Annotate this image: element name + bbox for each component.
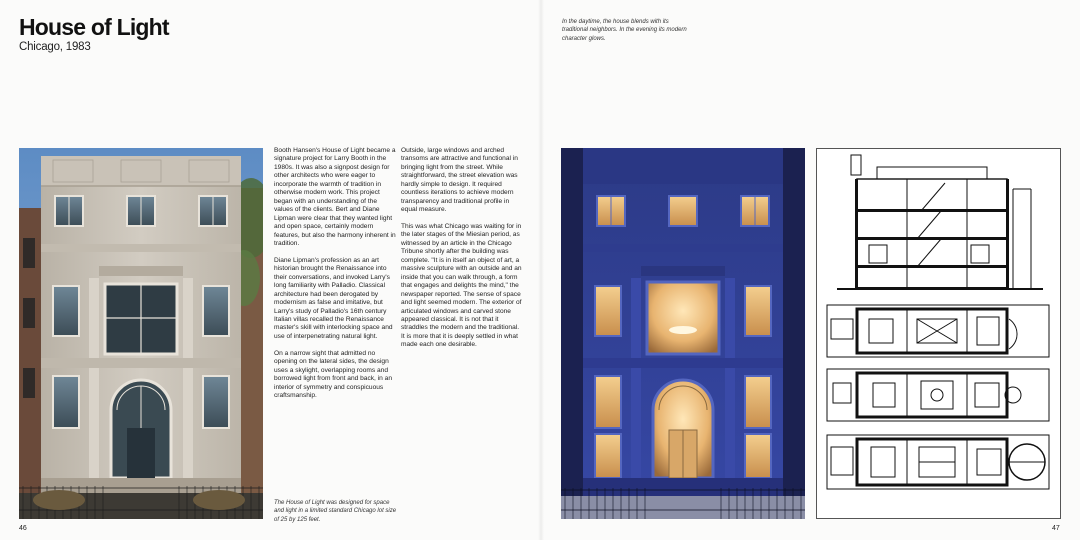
paragraph: Booth Hansen's House of Light became a signature project for Larry Booth in the 1980s. It was also a signpost design for other architects who were eager to incorporate the warmth of tradition in otherwise modern work. This project began with an understanding of the values of the clients. Bert and Diane Lipman were clear that they wanted light and open space, certainly modern features, but also the harmony inherent in tradition.	[274, 147, 396, 247]
caption-bottom: The House of Light was designed for space and light in a limited standard Chicago lot size of 25 by 125 feet.	[274, 500, 397, 523]
paragraph: Diane Lipman's profession as an art historian brought the Renaissance into their conversations, and invoked Larry's long familiarity with Palladio. Classical architecture had been derogated by modernism as false and imitative, but Larry's study of Palladio's 16th century Italian villas recalled the Renaissance master's skill with interlocking space and use of interpenetrating natural light.	[274, 256, 393, 340]
evening-facade-photo	[561, 148, 805, 519]
page-subtitle: Chicago, 1983	[19, 41, 91, 53]
floor-plan-middle	[827, 369, 1049, 421]
body-text-column-2	[401, 147, 524, 358]
paragraph: On a narrow sight that admitted no opening on the lateral sides, the design uses a skylight, overlapping rooms and borrowed light from front and back, in an interior of symmetry and conspicuous craftsmanship.	[274, 349, 393, 400]
building-section	[837, 155, 1043, 289]
page-number-right: 47	[1052, 525, 1060, 532]
floor-plan-ground	[827, 435, 1049, 489]
page-number-left: 46	[19, 525, 27, 532]
floor-plan-upper	[827, 305, 1049, 357]
section-and-plan-drawings	[816, 148, 1061, 519]
daytime-facade-photo	[19, 148, 263, 519]
paragraph: Outside, large windows and arched transoms are attractive and functional in bringing light from the street. While straightforward, the street elevation was hardly simple to design. It required countless iterations to achieve modern transparency and traditional profile in equal measure.	[401, 147, 518, 214]
body-text-column-1	[274, 147, 397, 409]
caption-top: In the daytime, the house blends with its traditional neighbors. In the evening its modern character glows.	[562, 19, 687, 42]
paragraph: This was what Chicago was waiting for in the later stages of the Miesian period, as witnessed by an article in the Chicago Tribune shortly after the building was complete. "It is in itself an object of art, a massive sculpture with an outside and an inside that you can walk through, a form that engages and delights the mind," the newspaper reported. The sense of space and light seemed modern. The exterior of articulated windows and carved stone appeared classical. It is not that it straddles the modern and the traditional. It is more that it is deeply settled in what made each one desirable.	[401, 223, 522, 349]
page-gutter	[538, 0, 544, 540]
page-title: House of Light	[19, 14, 169, 40]
